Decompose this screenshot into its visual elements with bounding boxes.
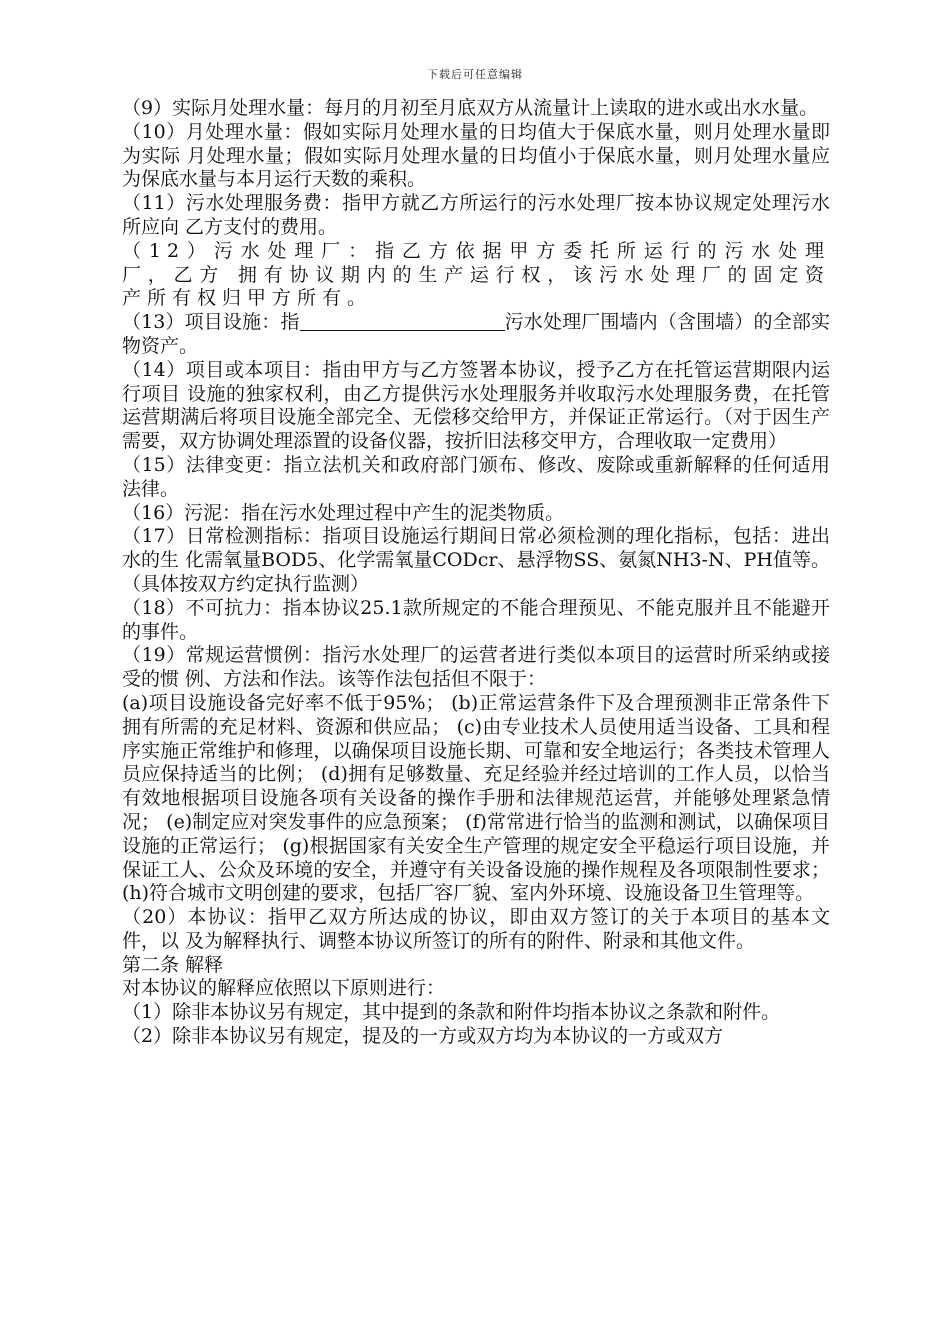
article-2-intro: 对本协议的解释应依照以下原则进行： xyxy=(122,977,446,1000)
page-header: 下载后可任意编辑 xyxy=(427,68,523,81)
definition-11: （11）污水处理服务费：指甲方就乙方所运行的污水处理厂按本协议规定处理污水所应向 乙方支付的费用。 xyxy=(122,192,830,238)
definition-20: （20）本协议：指甲乙双方所达成的协议，即由双方签订的关于本项目的基本文件，以 及为解释执行、调整本协议所签订的所有的附件、附录和其他文件。 xyxy=(122,906,830,952)
fill-in-blank xyxy=(300,312,505,331)
definition-10: （10）月处理水量：假如实际月处理水量的日均值大于保底水量，则月处理水量即为实际 月处理水量；假如实际月处理水量的日均值小于保底水量，则月处理水量应为保底水量与本月运行天数的乘积。 xyxy=(122,120,830,191)
interpretation-1: （1）除非本协议另有规定，其中提到的条款和附件均指本协议之条款和附件。 xyxy=(122,1001,781,1024)
definition-18: （18）不可抗力：指本协议25.1款所规定的不能合理预见、不能克服并且不能避开的事件。 xyxy=(122,596,830,643)
definition-19: （19）常规运营惯例：指污水处理厂的运营者进行类似本项目的运营时所采纳或接受的惯 例、方法和作法。该等作法包括但不限于： xyxy=(122,644,830,691)
definition-19-list: (a)项目设施设备完好率不低于95%； (b)正常运营条件下及合理预测非正常条件下拥有所需的充足材料、资源和供应品； (c)由专业技术人员使用适当设备、工具和程序实施正常维护和修理，以确保项目设施长期、可靠和安全地运行；各类技术管理人员应保持适当的比例； (d)拥有足够数量、充足经验并经过培训的工作人员，以恰当有效地根据项目设施各项有关设备的操作手册和法律规范运营，并能够处理紧急情况； (e)制定应对突发事件的应急预案； (f)常常进行恰当的监测和测试，以确保项目设施的正常运行； (g)根据国家有关安全生产管理的规定安全平稳运行项目设施，并保证工人、公众及环境的安全，并遵守有关设备设施的操作规程及各项限制性要求； (h)符合城市文明创建的要求，包括厂容厂貌、室内外环境、设施设备卫生管理等。 xyxy=(122,691,830,905)
definition-9: （9）实际月处理水量：每月的月初至月底双方从流量计上读取的进水或出水水量。 xyxy=(122,97,819,119)
definition-13-tail: 污水处理厂围墙内（含围墙）的全部实物资产。 xyxy=(122,311,830,357)
definition-13-lead: （13）项目设施：指 xyxy=(122,311,300,334)
document-body xyxy=(122,97,830,1049)
definition-15: （15）法律变更：指立法机关和政府部门颁布、修改、废除或重新解释的任何适用法律。 xyxy=(122,453,830,500)
definition-12: （12）污水处理厂：指乙方依据甲方委托所运行的污水处理厂，乙方 拥有协议期内的生产运行权，该污水处理厂的固定资产所有权归甲方所有。 xyxy=(122,239,830,310)
article-2-title: 第二条 解释 xyxy=(122,953,224,976)
definition-13 xyxy=(122,311,830,359)
definition-16: （16）污泥：指在污水处理过程中产生的泥类物质。 xyxy=(122,501,565,524)
definition-14: （14）项目或本项目：指由甲方与乙方签署本协议，授予乙方在托管运营期限内运行项目 设施的独家权利，由乙方提供污水处理服务并收取污水处理服务费，在托管运营期满后将项目设施全部完全、无偿移交给甲方，并保证正常运行。（对于因生产需要，双方协调处理添置的设备仪器，按折旧法移交甲方，合理收取一定费用） xyxy=(122,358,830,453)
interpretation-2: （2）除非本协议另有规定，提及的一方或双方均为本协议的一方或双方 xyxy=(122,1025,724,1048)
definition-17: （17）日常检测指标：指项目设施运行期间日常必须检测的理化指标，包括：进出水的生 化需氧量BOD5、化学需氧量CODcr、悬浮物SS、氨氮NH3-N、PH值等。（具体按双方约定执行监测） xyxy=(122,525,830,595)
